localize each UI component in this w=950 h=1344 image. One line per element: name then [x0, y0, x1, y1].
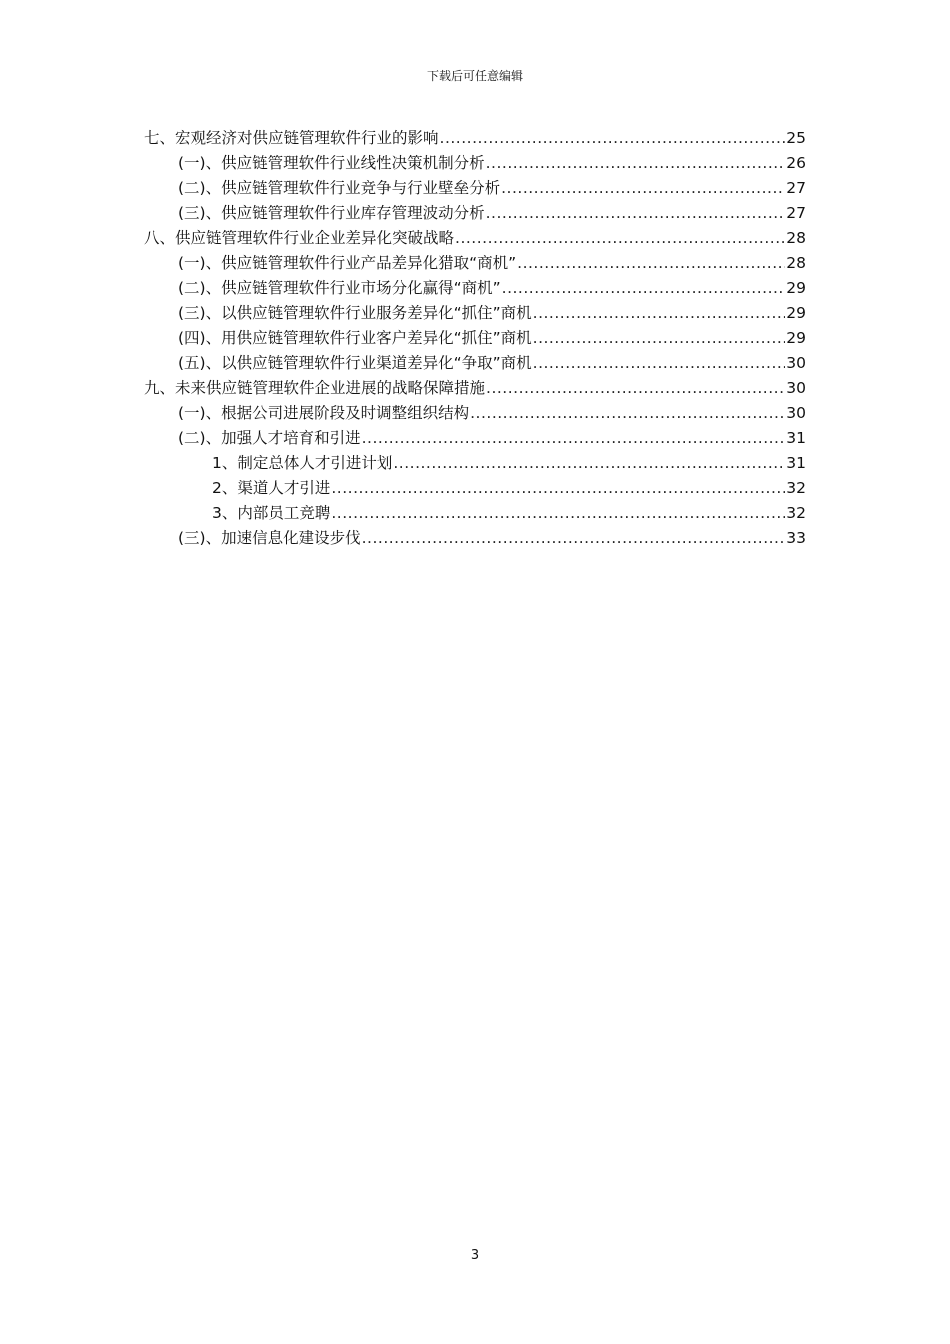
toc-entry[interactable]: [144, 426, 806, 451]
page-header: 下载后可任意编辑: [426, 69, 523, 83]
toc-entry[interactable]: [144, 376, 806, 401]
toc-entry-page: 30: [786, 379, 806, 397]
toc-entry-title: (三)、以供应链管理软件行业服务差异化“抓住”商机: [178, 304, 532, 322]
toc-entry-page: 27: [786, 179, 806, 197]
toc-dot-leader: [393, 451, 785, 476]
toc-entry[interactable]: [144, 226, 806, 251]
toc-entry[interactable]: [144, 351, 806, 376]
toc-dot-leader: [486, 151, 786, 176]
toc-entry-page: 25: [786, 129, 806, 147]
toc-entry-title: 九、未来供应链管理软件企业进展的战略保障措施: [144, 379, 486, 397]
toc-entry[interactable]: [144, 326, 806, 351]
table-of-contents: [144, 126, 806, 551]
toc-dot-leader: [486, 376, 785, 401]
toc-entry-page: 29: [786, 329, 806, 347]
toc-entry-title: 1、制定总体人才引进计划: [212, 454, 393, 472]
toc-entry-title: (二)、加强人才培育和引进: [178, 429, 361, 447]
toc-entry-title: (五)、以供应链管理软件行业渠道差异化“争取”商机: [178, 354, 532, 372]
toc-entry-page: 26: [786, 154, 806, 172]
toc-dot-leader: [486, 201, 786, 226]
page-number: 3: [470, 1248, 480, 1263]
toc-entry[interactable]: [144, 151, 806, 176]
toc-entry[interactable]: [144, 401, 806, 426]
toc-dot-leader: [533, 351, 786, 376]
toc-entry-title: (一)、供应链管理软件行业线性决策机制分析: [178, 154, 485, 172]
toc-entry-title: (三)、供应链管理软件行业库存管理波动分析: [178, 204, 485, 222]
toc-entry-page: 28: [786, 254, 806, 272]
toc-entry-title: 七、宏观经济对供应链管理软件行业的影响: [144, 129, 439, 147]
toc-entry-title: (二)、供应链管理软件行业竞争与行业壁垒分析: [178, 179, 501, 197]
toc-dot-leader: [533, 301, 786, 326]
toc-dot-leader: [470, 401, 785, 426]
toc-entry[interactable]: [144, 126, 806, 151]
toc-dot-leader: [502, 276, 786, 301]
toc-entry-title: (三)、加速信息化建设步伐: [178, 529, 361, 547]
toc-entry[interactable]: [144, 251, 806, 276]
toc-entry-page: 32: [786, 504, 806, 522]
toc-dot-leader: [501, 176, 785, 201]
toc-entry-title: (四)、用供应链管理软件行业客户差异化“抓住”商机: [178, 329, 532, 347]
toc-entry-title: 3、内部员工竞聘: [212, 504, 331, 522]
toc-entry-title: (一)、供应链管理软件行业产品差异化猎取“商机”: [178, 254, 517, 272]
toc-entry[interactable]: [144, 176, 806, 201]
toc-entry-page: 32: [786, 479, 806, 497]
toc-entry-title: (二)、供应链管理软件行业市场分化赢得“商机”: [178, 279, 501, 297]
toc-dot-leader: [362, 526, 786, 551]
toc-entry-page: 33: [786, 529, 806, 547]
toc-entry[interactable]: [144, 451, 806, 476]
toc-dot-leader: [331, 476, 785, 501]
toc-entry[interactable]: [144, 476, 806, 501]
toc-dot-leader: [331, 501, 785, 526]
toc-entry-page: 29: [786, 304, 806, 322]
toc-entry-page: 27: [786, 204, 806, 222]
toc-entry-page: 31: [786, 429, 806, 447]
toc-entry[interactable]: [144, 501, 806, 526]
toc-dot-leader: [440, 126, 786, 151]
toc-entry-page: 29: [786, 279, 806, 297]
toc-dot-leader: [517, 251, 785, 276]
toc-dot-leader: [533, 326, 786, 351]
toc-entry[interactable]: [144, 301, 806, 326]
toc-entry[interactable]: [144, 526, 806, 551]
toc-dot-leader: [455, 226, 785, 251]
toc-entry-page: 30: [786, 354, 806, 372]
toc-entry[interactable]: [144, 276, 806, 301]
toc-entry-title: (一)、根据公司进展阶段及时调整组织结构: [178, 404, 470, 422]
toc-entry-page: 28: [786, 229, 806, 247]
toc-dot-leader: [362, 426, 786, 451]
toc-entry-title: 八、供应链管理软件行业企业差异化突破战略: [144, 229, 455, 247]
toc-entry-title: 2、渠道人才引进: [212, 479, 331, 497]
toc-entry-page: 30: [786, 404, 806, 422]
toc-entry-page: 31: [786, 454, 806, 472]
toc-entry[interactable]: [144, 201, 806, 226]
